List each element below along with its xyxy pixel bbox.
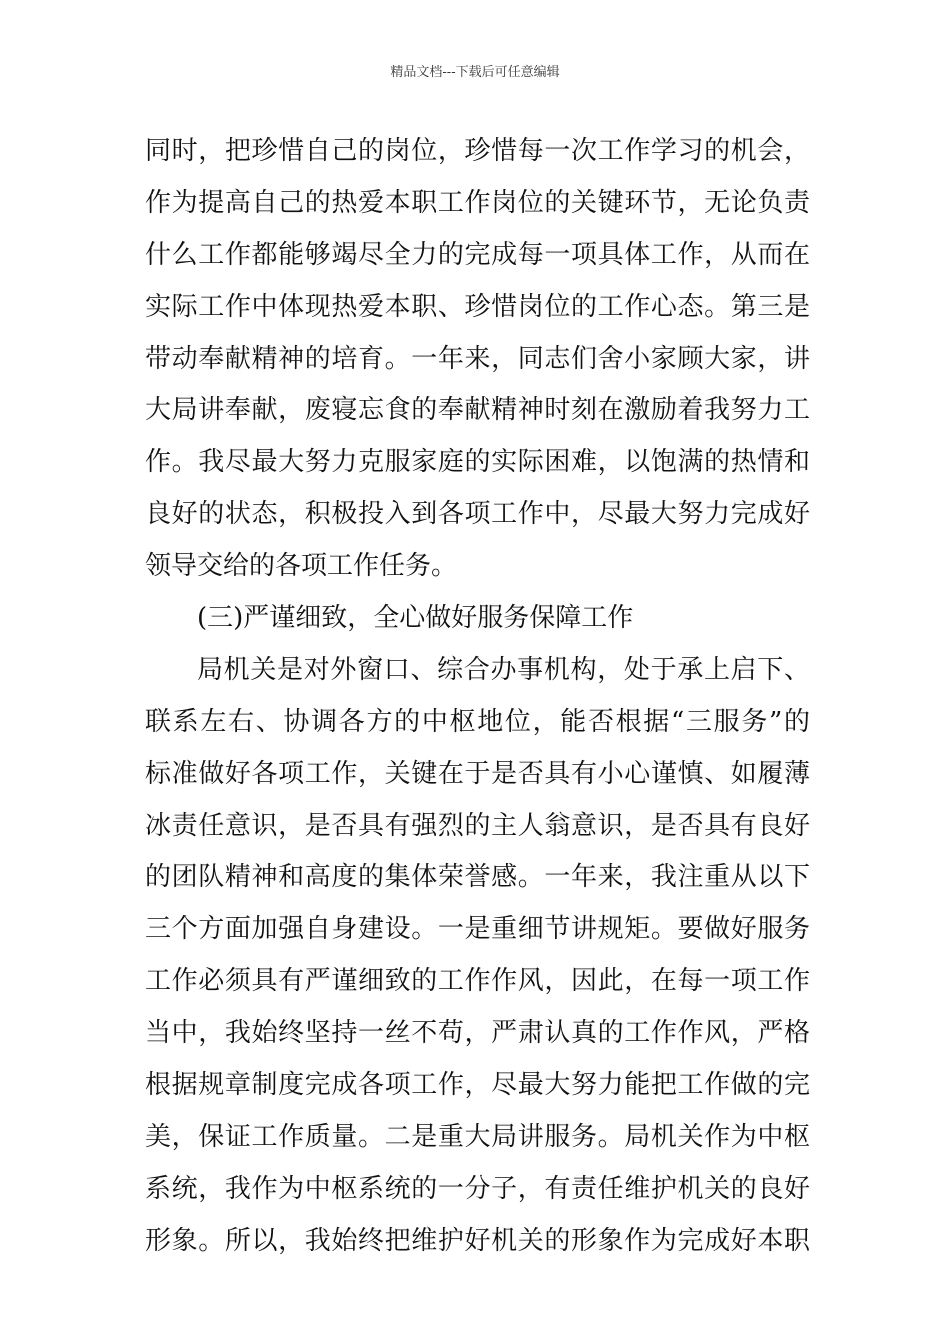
text-line: 工作必须具有严谨细致的工作作风，因此，在每一项工作 bbox=[145, 966, 810, 997]
text-line: 局机关是对外窗口、综合办事机构，处于承上启下、 bbox=[197, 654, 810, 685]
text-line: 标准做好各项工作，关键在于是否具有小心谨慎、如履薄 bbox=[145, 758, 810, 789]
text-line: 大局讲奉献，废寝忘食的奉献精神时刻在激励着我努力工 bbox=[145, 395, 810, 426]
text-line: 带动奉献精神的培育。一年来，同志们舍小家顾大家，讲 bbox=[145, 343, 810, 374]
text-line: 当中，我始终坚持一丝不苟，严肃认真的工作作风，严格 bbox=[145, 1018, 810, 1049]
text-line: 同时，把珍惜自己的岗位，珍惜每一次工作学习的机会， bbox=[145, 136, 810, 166]
text-line: 根据规章制度完成各项工作，尽最大努力能把工作做的完 bbox=[145, 1070, 810, 1101]
section-heading: (三)严谨细致，全心做好服务保障工作 bbox=[197, 603, 634, 634]
text-line: 形象。所以，我始终把维护好机关的形象作为完成好本职 bbox=[145, 1225, 810, 1256]
text-line: 实际工作中体现热爱本职、珍惜岗位的工作心态。第三是 bbox=[145, 291, 810, 322]
text-line: 系统，我作为中枢系统的一分子，有责任维护机关的良好 bbox=[145, 1173, 810, 1204]
page-header: 精品文档---下载后可任意编辑 bbox=[390, 65, 560, 80]
text-line: 作为提高自己的热爱本职工作岗位的关键环节，无论负责 bbox=[145, 187, 810, 218]
text-line: 美，保证工作质量。二是重大局讲服务。局机关作为中枢 bbox=[145, 1121, 810, 1152]
document-body bbox=[145, 126, 810, 1268]
text-line: 作。我尽最大努力克服家庭的实际困难，以饱满的热情和 bbox=[145, 447, 810, 478]
text-line: 冰责任意识，是否具有强烈的主人翁意识，是否具有良好 bbox=[145, 810, 810, 841]
text-line: 领导交给的各项工作任务。 bbox=[145, 551, 458, 582]
text-line: 什么工作都能够竭尽全力的完成每一项具体工作，从而在 bbox=[145, 239, 810, 270]
text-line: 的团队精神和高度的集体荣誉感。一年来，我注重从以下 bbox=[145, 862, 810, 893]
text-line: 联系左右、协调各方的中枢地位，能否根据“三服务”的 bbox=[145, 706, 810, 737]
text-line: 三个方面加强自身建设。一是重细节讲规矩。要做好服务 bbox=[145, 914, 810, 945]
text-line: 良好的状态，积极投入到各项工作中，尽最大努力完成好 bbox=[145, 499, 810, 530]
